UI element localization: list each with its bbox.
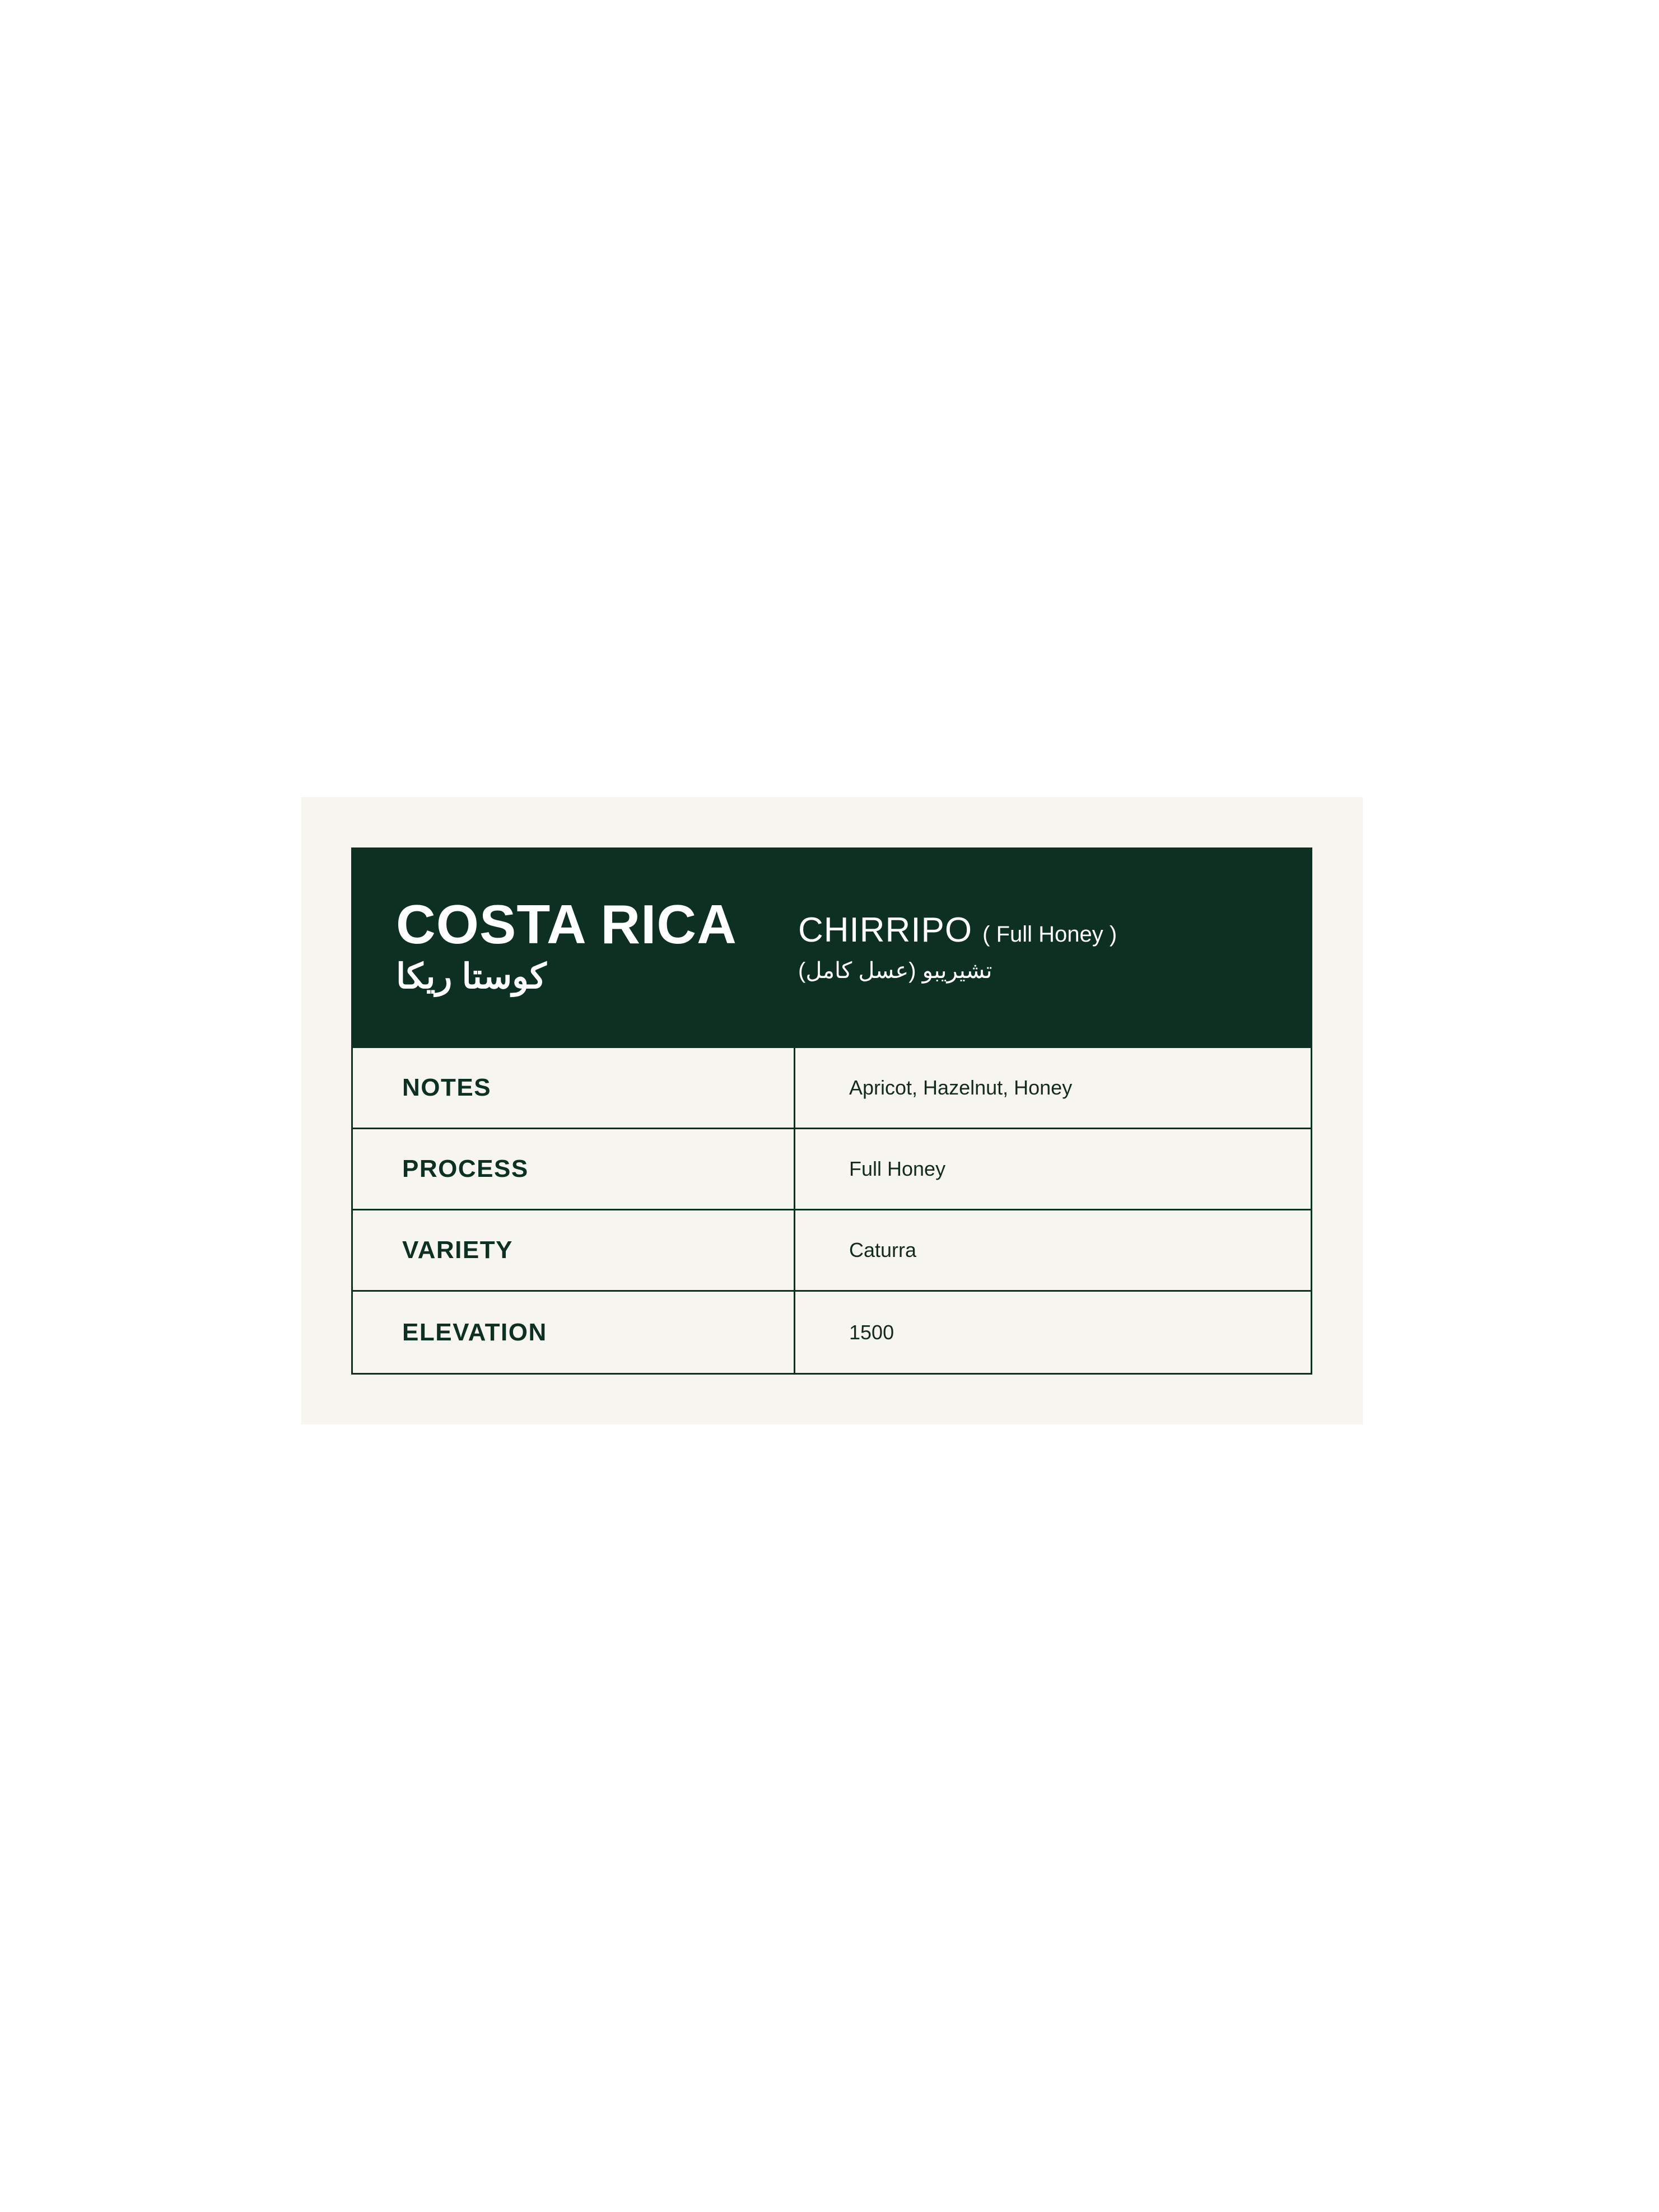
row-value-process: Full Honey xyxy=(849,1157,946,1180)
details-table xyxy=(351,1048,1312,1375)
row-label-notes: NOTES xyxy=(353,1048,795,1128)
row-value-variety: Caturra xyxy=(849,1238,917,1261)
country-name-ar: كوستا ريكا xyxy=(396,957,547,996)
row-label-variety: VARIETY xyxy=(353,1210,795,1290)
country-name-en: COSTA RICA xyxy=(396,893,737,956)
table-row xyxy=(353,1292,1311,1373)
row-label-process: PROCESS xyxy=(353,1129,795,1209)
table-row xyxy=(353,1210,1311,1292)
farm-block xyxy=(798,910,1117,986)
farm-process-en: ( Full Honey ) xyxy=(982,921,1117,947)
farm-line xyxy=(798,910,1117,950)
farm-name-en: CHIRRIPO xyxy=(798,910,973,949)
coffee-label-card xyxy=(301,797,1363,1424)
coffee-label xyxy=(351,847,1312,1374)
row-value-notes: Apricot, Hazelnut, Honey xyxy=(849,1076,1073,1099)
row-label-elevation: ELEVATION xyxy=(353,1292,795,1373)
table-row xyxy=(353,1048,1311,1129)
country-block xyxy=(396,893,788,999)
farm-name-ar: تشيريبو (عسل كامل) xyxy=(798,958,992,983)
label-header xyxy=(351,847,1312,1048)
table-row xyxy=(353,1129,1311,1210)
row-value-elevation: 1500 xyxy=(849,1320,894,1344)
